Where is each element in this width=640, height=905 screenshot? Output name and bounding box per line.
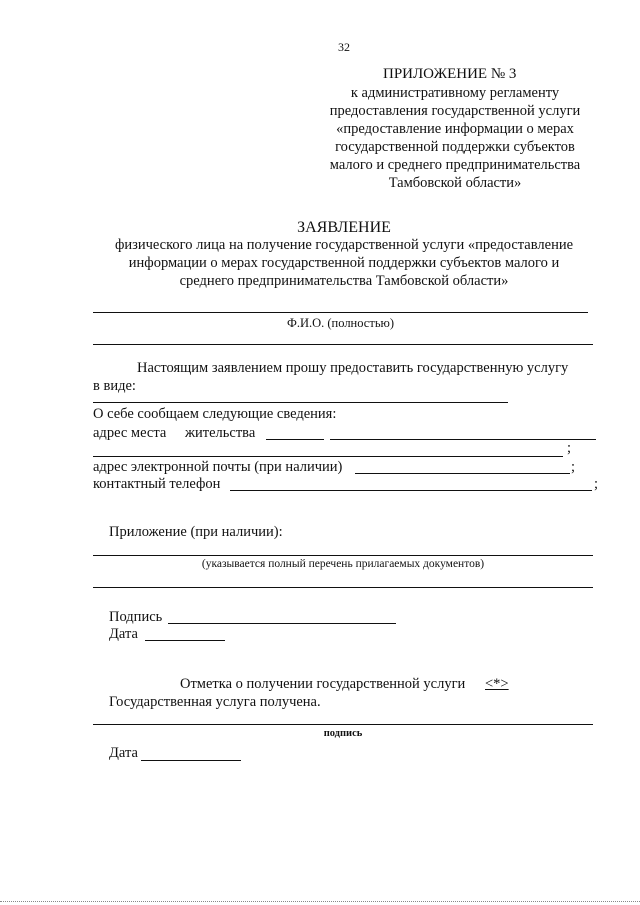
phone-field[interactable] xyxy=(230,490,592,491)
address-field-3[interactable] xyxy=(93,456,563,457)
fio-caption: Ф.И.О. (полностью) xyxy=(286,316,395,330)
receipt-marker: <*> xyxy=(485,676,509,692)
semicolon: ; xyxy=(594,476,599,492)
appendix-line: к административному регламенту xyxy=(350,85,560,101)
sign-label: Подпись xyxy=(109,609,163,625)
fio-line[interactable] xyxy=(93,312,588,313)
appendix-line: «предоставление информации о мерах xyxy=(336,121,574,137)
semicolon: ; xyxy=(571,459,576,475)
appendix-line: Тамбовской области» xyxy=(388,175,522,191)
email-field[interactable] xyxy=(355,473,570,474)
appendix-line: государственной поддержки субъектов xyxy=(335,139,575,155)
address-label: адрес места xyxy=(93,425,167,441)
appendix-block xyxy=(305,84,605,192)
statement-line: физического лица на получение государственной услуги «предоставление xyxy=(114,237,574,253)
phone-label: контактный телефон xyxy=(93,476,221,492)
appendix-line: малого и среднего предпринимательства xyxy=(329,157,581,173)
request-line-1: Настоящим заявлением прошу предоставить государственную услугу xyxy=(137,360,569,376)
appendix-line: предоставления государственной услуги xyxy=(329,103,581,119)
receipt-sign-line[interactable] xyxy=(93,724,593,725)
address-field-2[interactable] xyxy=(330,439,596,440)
receipt-date-field[interactable] xyxy=(141,760,241,761)
receipt-received: Государственная услуга получена. xyxy=(109,694,321,710)
sign-field[interactable] xyxy=(168,623,396,624)
info-intro: О себе сообщаем следующие сведения: xyxy=(93,406,337,422)
attachment-line[interactable] xyxy=(93,555,593,556)
page-number: 32 xyxy=(338,40,350,54)
receipt-sign-caption: подпись xyxy=(323,728,363,739)
date-label: Дата xyxy=(109,626,138,642)
receipt-date-label: Дата xyxy=(109,745,138,761)
request-line-2: в виде: xyxy=(93,378,136,394)
appendix-title: ПРИЛОЖЕНИЕ № 3 xyxy=(383,66,517,82)
statement-line: среднего предпринимательства Тамбовской области» xyxy=(179,273,509,289)
semicolon: ; xyxy=(567,440,572,456)
scan-edge-artifact xyxy=(0,901,640,902)
fio-line-2[interactable] xyxy=(93,344,593,345)
date-field[interactable] xyxy=(145,640,225,641)
attachment-line-2[interactable] xyxy=(93,587,593,588)
statement-subtitle xyxy=(94,236,594,290)
attachment-caption: (указывается полный перечень прилагаемых документов) xyxy=(201,558,485,570)
residence-label: жительства xyxy=(185,425,256,441)
receipt-title: Отметка о получении государственной услуги xyxy=(180,676,466,692)
email-label: адрес электронной почты (при наличии) xyxy=(93,459,343,475)
service-type-line[interactable] xyxy=(93,402,508,403)
attachment-label: Приложение (при наличии): xyxy=(109,524,283,540)
address-field-1[interactable] xyxy=(266,439,324,440)
statement-line: информации о мерах государственной поддержки субъектов малого и xyxy=(128,255,560,271)
statement-title: ЗАЯВЛЕНИЕ xyxy=(297,219,391,236)
